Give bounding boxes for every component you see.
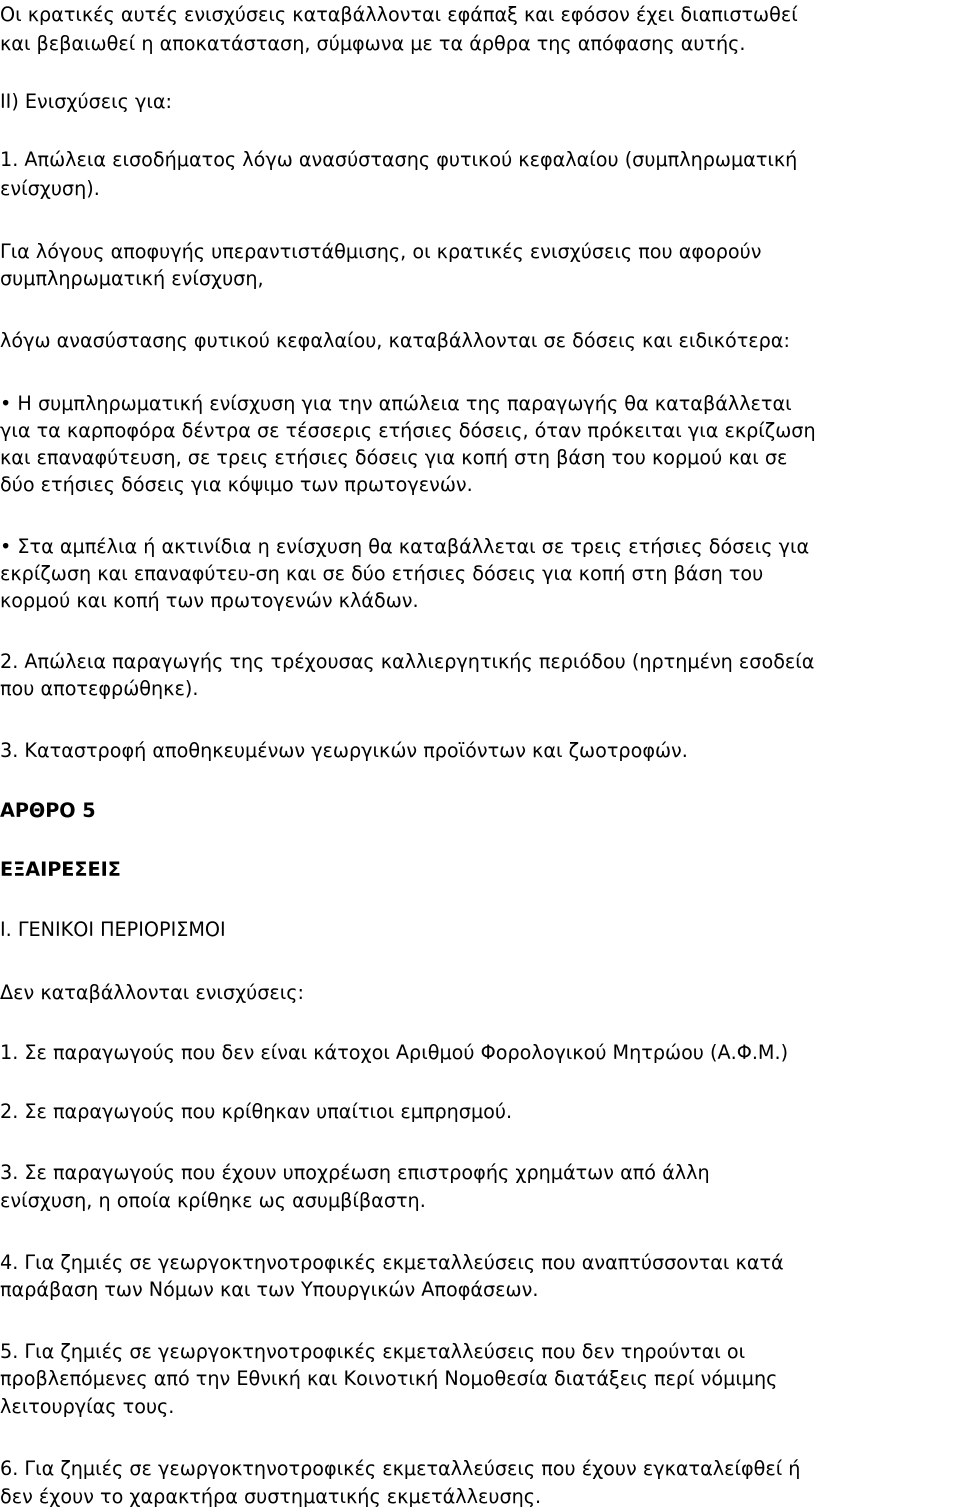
intro-text-line: Οι κρατικές αυτές ενισχύσεις καταβάλλονται εφάπαξ και εφόσον έχει διαπιστωθεί xyxy=(0,3,798,26)
bullet-item-continuation: εκρίζωση και επαναφύτευ-ση και σε δύο ετήσιες δόσεις για κοπή στη βάση του xyxy=(0,562,764,585)
paragraph-line: λόγω ανασύστασης φυτικού κεφαλαίου, καταβάλλονται σε δόσεις και ειδικότερα: xyxy=(0,329,790,352)
list-item: 2. Απώλεια παραγωγής της τρέχουσας καλλιεργητικής περιόδου (ηρτημένη εσοδεία xyxy=(0,650,815,673)
paragraph-line: συμπληρωματική ενίσχυση, xyxy=(0,267,264,290)
paragraph-line: Για λόγους αποφυγής υπεραντιστάθμισης, οι κρατικές ενισχύσεις που αφορούν xyxy=(0,240,762,263)
list-item: 3. Σε παραγωγούς που έχουν υποχρέωση επιστροφής χρημάτων από άλλη xyxy=(0,1161,710,1184)
bullet-item: • Η συμπληρωματική ενίσχυση για την απώλεια της παραγωγής θα καταβάλλεται xyxy=(0,392,792,415)
section-heading: Ι. ΓΕΝΙΚΟΙ ΠΕΡΙΟΡΙΣΜΟΙ xyxy=(0,918,226,941)
list-item: 2. Σε παραγωγούς που κρίθηκαν υπαίτιοι εμπρησμού. xyxy=(0,1100,513,1123)
list-item: 3. Καταστροφή αποθηκευμένων γεωργικών προϊόντων και ζωοτροφών. xyxy=(0,739,688,762)
list-item-continuation: ενίσχυση, η οποία κρίθηκε ως ασυμβίβαστη. xyxy=(0,1189,426,1212)
list-item-continuation: προβλεπόμενες από την Εθνική και Κοινοτική Νομοθεσία διατάξεις περί νόμιμης xyxy=(0,1367,778,1390)
list-item-continuation: ενίσχυση). xyxy=(0,177,100,200)
list-item: 5. Για ζημιές σε γεωργοκτηνοτροφικές εκμεταλλεύσεις που δεν τηρούνται οι xyxy=(0,1340,746,1363)
article-heading: ΑΡΘΡΟ 5 xyxy=(0,799,96,822)
list-item: 6. Για ζημιές σε γεωργοκτηνοτροφικές εκμεταλλεύσεις που έχουν εγκαταλείφθεί ή xyxy=(0,1457,801,1480)
list-item-continuation: που αποτεφρώθηκε). xyxy=(0,677,199,700)
list-item-continuation: λειτουργίας τους. xyxy=(0,1395,175,1418)
bullet-item-continuation: κορμού και κοπή των πρωτογενών κλάδων. xyxy=(0,589,419,612)
bullet-item-continuation: για τα καρποφόρα δέντρα σε τέσσερις ετήσιες δόσεις, όταν πρόκειται για εκρίζωση xyxy=(0,419,816,442)
paragraph-line: Δεν καταβάλλονται ενισχύσεις: xyxy=(0,981,305,1004)
list-item: 1. Σε παραγωγούς που δεν είναι κάτοχοι Αριθμού Φορολογικού Μητρώου (Α.Φ.Μ.) xyxy=(0,1041,789,1064)
article-title: ΕΞΑΙΡΕΣΕΙΣ xyxy=(0,858,121,881)
list-item: 4. Για ζημιές σε γεωργοκτηνοτροφικές εκμεταλλεύσεις που αναπτύσσονται κατά xyxy=(0,1251,784,1274)
section-heading: ΙΙ) Ενισχύσεις για: xyxy=(0,90,172,113)
bullet-item: • Στα αμπέλια ή ακτινίδια η ενίσχυση θα καταβάλλεται σε τρεις ετήσιες δόσεις για xyxy=(0,535,810,558)
list-item: 1. Απώλεια εισοδήματος λόγω ανασύστασης φυτικού κεφαλαίου (συμπληρωματική xyxy=(0,148,798,171)
intro-text-line: και βεβαιωθεί η αποκατάσταση, σύμφωνα με τα άρθρα της απόφασης αυτής. xyxy=(0,32,746,55)
list-item-continuation: παράβαση των Νόμων και των Υπουργικών Αποφάσεων. xyxy=(0,1278,539,1301)
list-item-continuation: δεν έχουν το χαρακτήρα συστηματικής εκμετάλλευσης. xyxy=(0,1485,542,1508)
bullet-item-continuation: και επαναφύτευση, σε τρεις ετήσιες δόσεις για κοπή στη βάση του κορμού και σε xyxy=(0,446,788,469)
bullet-item-continuation: δύο ετήσιες δόσεις για κόψιμο των πρωτογενών. xyxy=(0,473,473,496)
